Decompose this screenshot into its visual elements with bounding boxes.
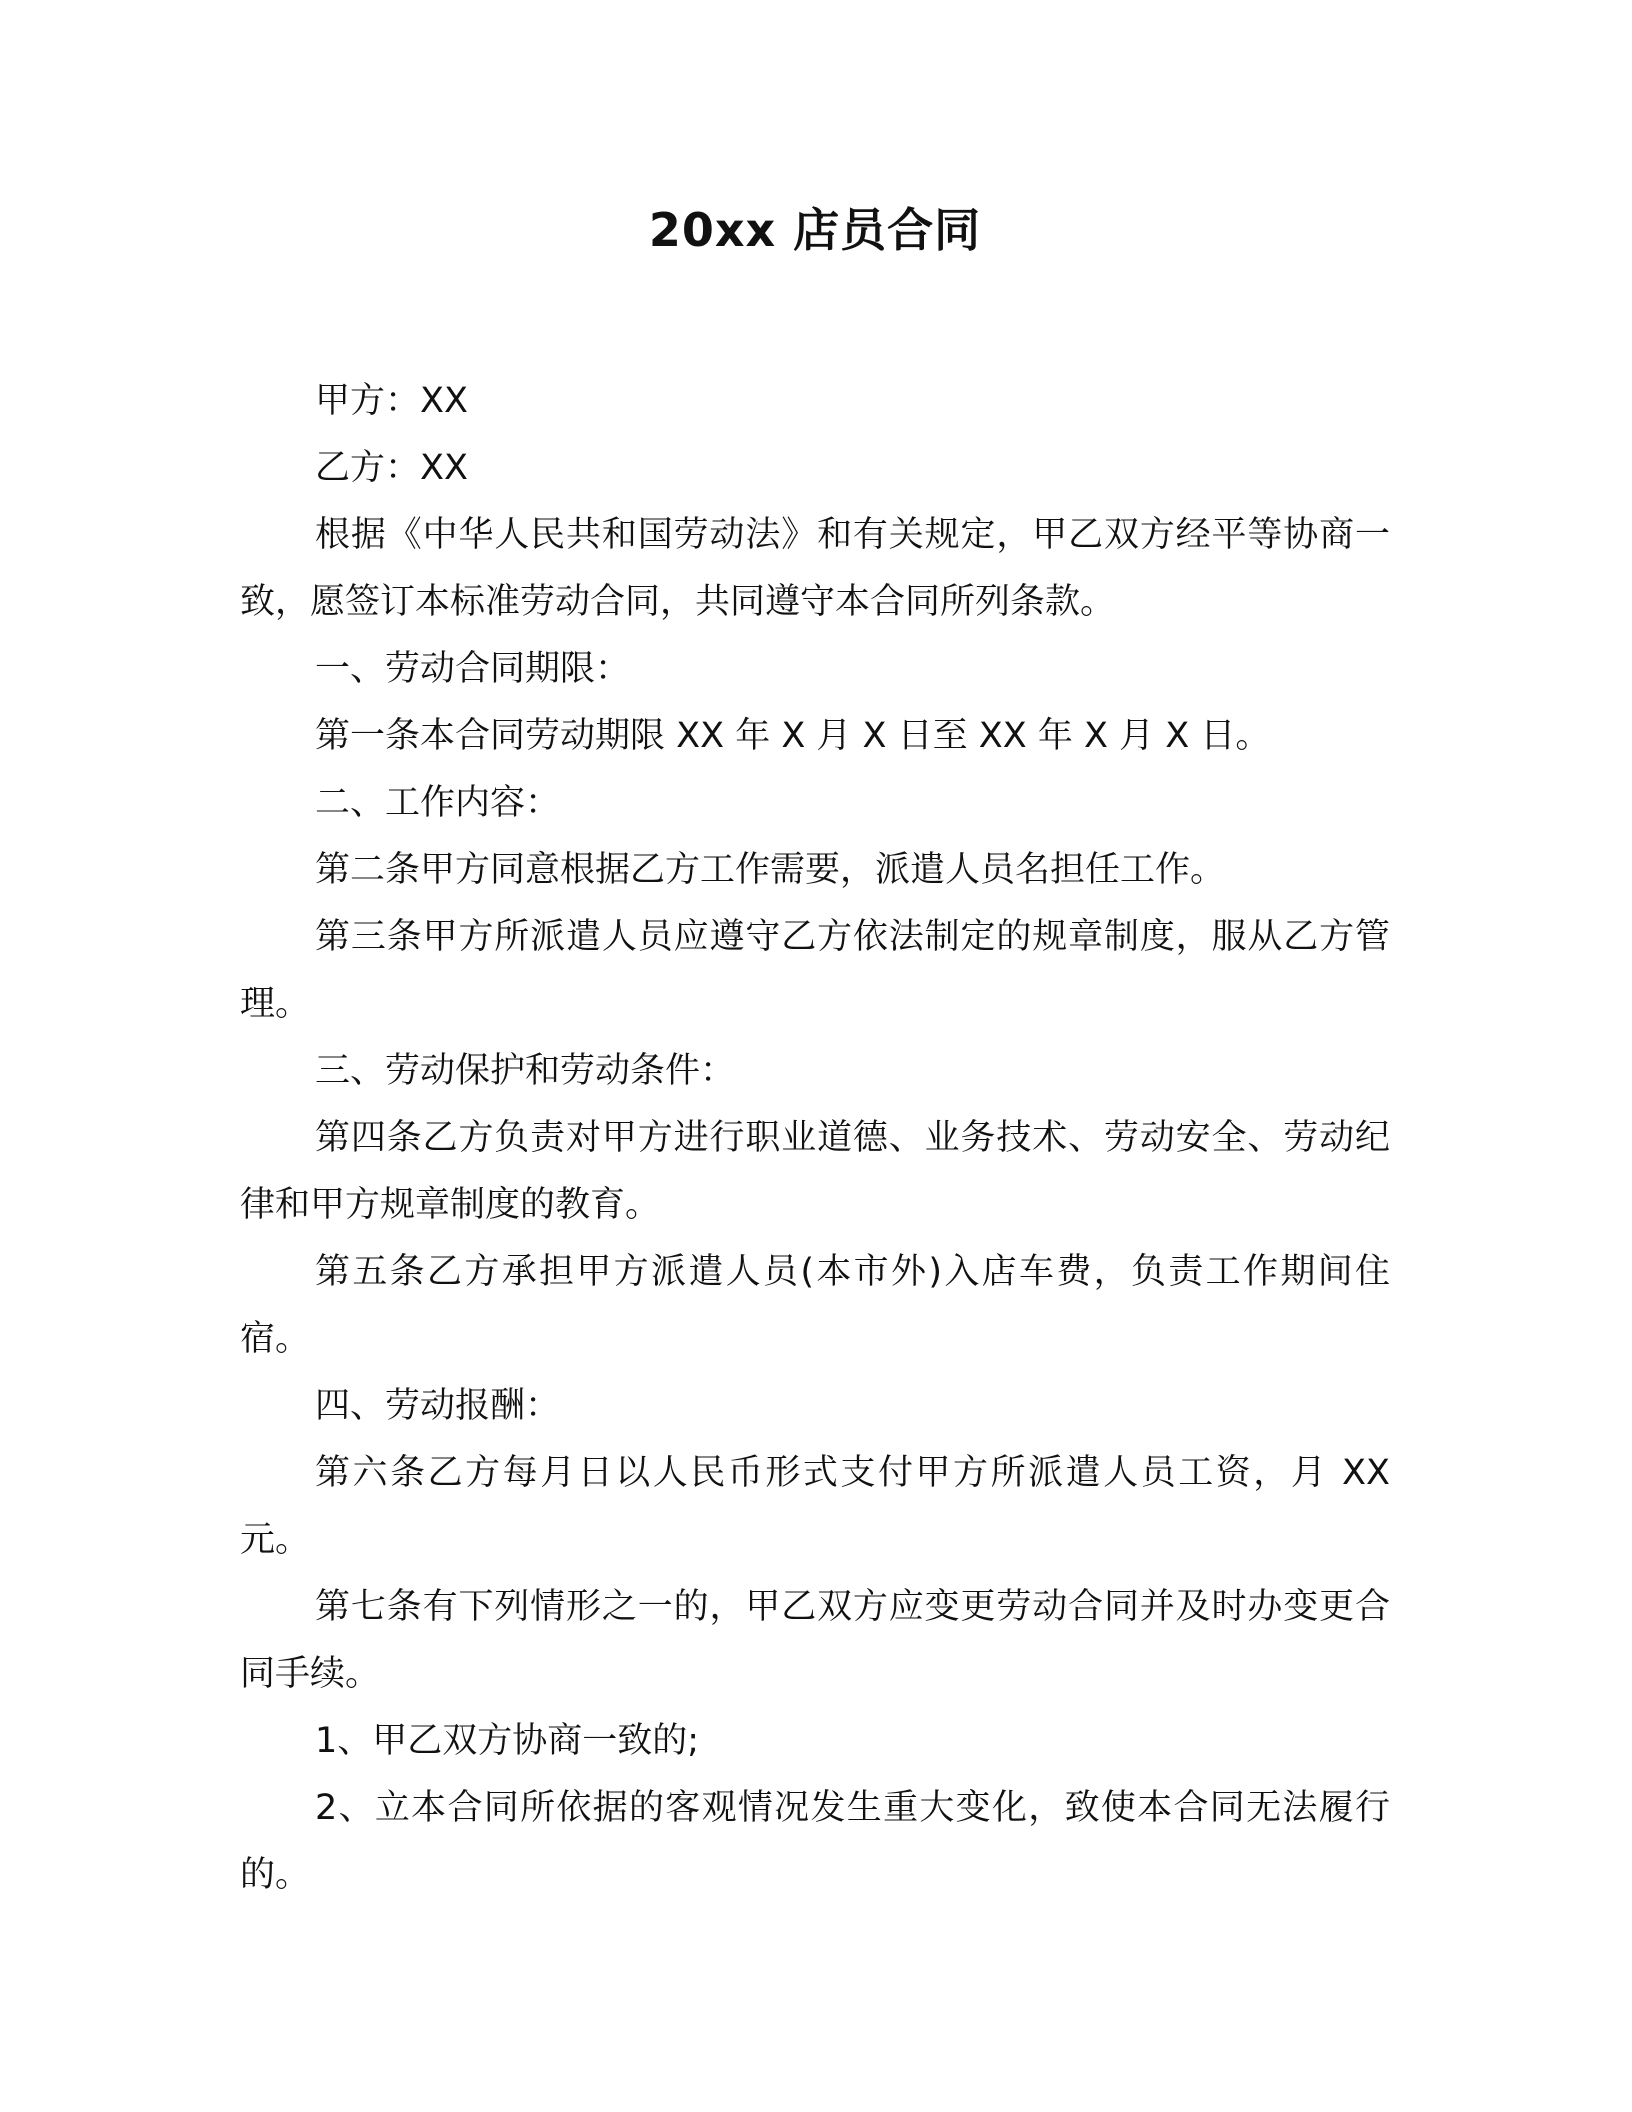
- list-item-1: 1、甲乙双方协商一致的;: [315, 1721, 700, 1761]
- document-page: [240, 190, 1390, 1909]
- party-b: 乙方：XX: [315, 448, 468, 488]
- article-1: 第一条本合同劳动期限 XX 年 X 月 X 日至 XX 年 X 月 X 日。: [315, 716, 1271, 756]
- article-6: 第六条乙方每月日以人民币形式支付甲方所派遣人员工资，月 XX 元。: [240, 1453, 1390, 1560]
- document-title: 20xx 店员合同: [648, 203, 982, 257]
- section-heading-1: 一、劳动合同期限：: [315, 649, 631, 689]
- article-4: 第四条乙方负责对甲方进行职业道德、业务技术、劳动安全、劳动纪律和甲方规章制度的教育。: [240, 1118, 1390, 1225]
- article-5: 第五条乙方承担甲方派遣人员(本市外)入店车费，负责工作期间住宿。: [240, 1252, 1390, 1359]
- list-item-2: 2、立本合同所依据的客观情况发生重大变化，致使本合同无法履行的。: [240, 1788, 1390, 1895]
- article-3: 第三条甲方所派遣人员应遵守乙方依法制定的规章制度，服从乙方管理。: [240, 917, 1390, 1024]
- preamble: 根据《中华人民共和国劳动法》和有关规定，甲乙双方经平等协商一致，愿签订本标准劳动合同，共同遵守本合同所列条款。: [240, 515, 1390, 622]
- article-2: 第二条甲方同意根据乙方工作需要，派遣人员名担任工作。: [315, 850, 1226, 890]
- article-7: 第七条有下列情形之一的，甲乙双方应变更劳动合同并及时办变更合同手续。: [240, 1587, 1390, 1694]
- section-heading-3: 三、劳动保护和劳动条件：: [315, 1051, 736, 1091]
- section-heading-4: 四、劳动报酬：: [315, 1386, 561, 1426]
- party-a: 甲方：XX: [315, 381, 468, 421]
- section-heading-2: 二、工作内容：: [315, 783, 561, 823]
